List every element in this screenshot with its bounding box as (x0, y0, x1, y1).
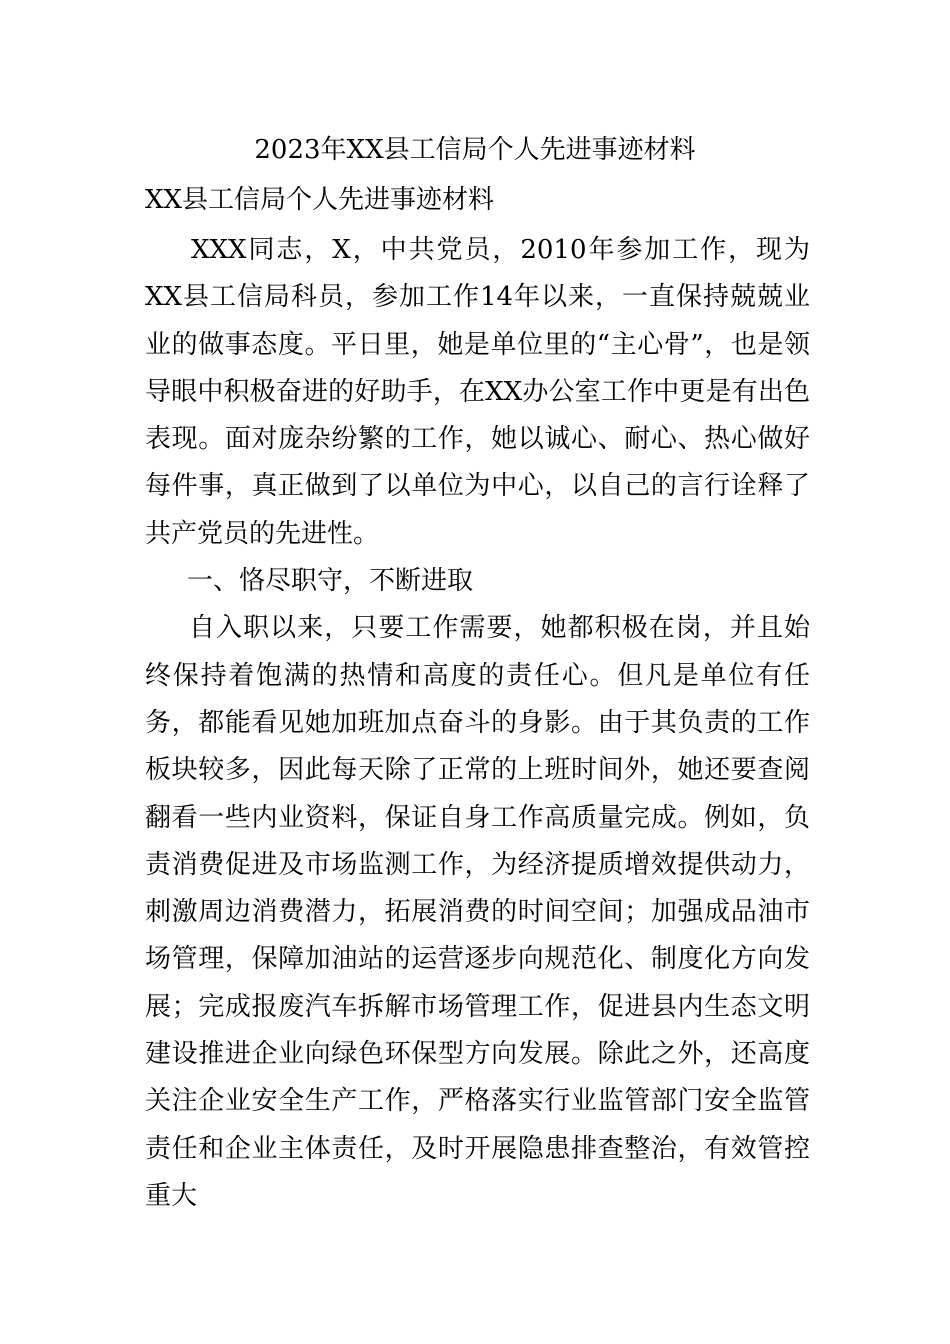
document-body (145, 227, 810, 1220)
paragraph-duties: 自入职以来，只要工作需要，她都积极在岗，并且始终保持着饱满的热情和高度的责任心。但凡是单位有任务，都能看见她加班加点奋斗的身影。由于其负责的工作板块较多，因此每天除了正常的上班时间外，她还要查阅翻看一些内业资料，保证自身工作高质量完成。例如，负责消费促进及市场监测工作，为经济提质增效提供动力，刺激周边消费潜力，拓展消费的时间空间；加强成品油市场管理，保障加油站的运营逐步向规范化、制度化方向发展；完成报废汽车拆解市场管理工作，促进县内生态文明建设推进企业向绿色环保型方向发展。除此之外，还高度关注企业安全生产工作，严格落实行业监管部门安全监管责任和企业主体责任，及时开展隐患排查整治，有效管控重大 (145, 613, 810, 1211)
paragraph-intro: XXX同志，X，中共党员，2010年参加工作，现为XX县工信局科员，参加工作14年以来，一直保持兢兢业业的做事态度。平日里，她是单位里的“主心骨”，也是领导眼中积极奋进的好助手，在XX办公室工作中更是有出色表现。面对庞杂纷繁的工作，她以诚心、耐心、热心做好每件事，真正做到了以单位为中心，以自己的言行诠释了共产党员的先进性。 (145, 235, 810, 549)
document-subtitle: XX县工信局个人先进事迹材料 (145, 185, 495, 215)
section-heading: 一、恪尽职守，不断进取 (187, 566, 474, 597)
document-title: 2023年XX县工信局个人先进事迹材料 (254, 135, 696, 165)
